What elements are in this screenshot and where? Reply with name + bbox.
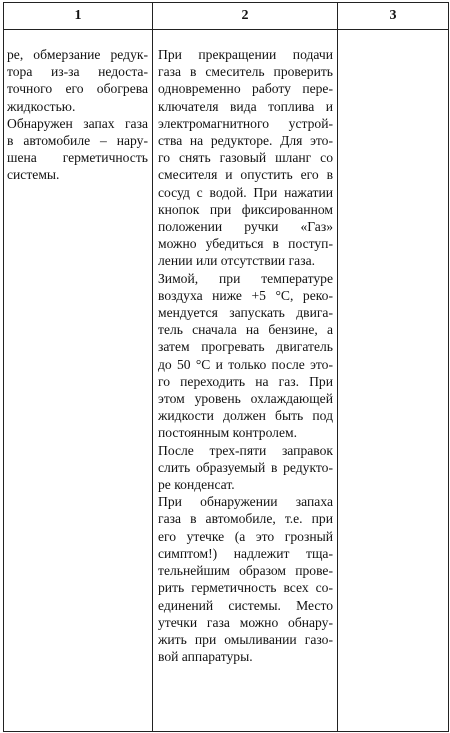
text-line: в автомобиле – нару- — [7, 133, 148, 149]
instruction-table — [3, 2, 449, 732]
text-line: рить герметичность всех со- — [158, 580, 333, 596]
text-line: лении или отсутствии газа. — [158, 253, 316, 269]
text-line: ключателя вида топлива и — [158, 98, 333, 114]
text-line: слить образуемый в редукто- — [158, 459, 333, 475]
text-line: системы. — [7, 167, 60, 183]
text-line: Зимой, при температуре — [158, 270, 333, 286]
text-line: газа в автомобиле, т.е. при — [158, 511, 333, 527]
column-header-3: 3 — [338, 3, 449, 30]
text-line: После трех-пяти заправок — [158, 442, 333, 458]
text-line: жидкости должен быть под — [158, 408, 333, 424]
text-line: жидкостью. — [7, 98, 76, 114]
text-line: При обнаружении запаха — [158, 494, 333, 510]
cell-malfunction — [4, 30, 153, 732]
text-line: При прекращении подачи — [158, 47, 333, 62]
text-line: ре конденсат. — [158, 477, 235, 493]
header-row — [4, 3, 449, 30]
text-line: его утечке (а это грозный — [158, 528, 333, 544]
text-line: одновременно работу пере- — [158, 81, 333, 97]
text-line: смесителя и опустить его в — [158, 167, 333, 183]
text-line: воздуха ниже +5 °С, реко- — [158, 287, 333, 303]
text-line: сосуд с водой. При нажатии — [158, 184, 333, 200]
text-line: утечки газа можно обнару- — [158, 614, 333, 630]
text-line: го снять газовый шланг со — [158, 150, 333, 166]
text-line: до 50 °С и только после это- — [158, 356, 333, 372]
text-line: затем прогревать двигатель — [158, 339, 333, 355]
text-line: единений системы. Место — [158, 597, 333, 613]
text-line: электромагнитного устрой- — [158, 115, 333, 131]
text-line: шена герметичность — [7, 150, 148, 166]
text-line: этом уровень охлаждающей — [158, 391, 333, 407]
text-line: ства на редукторе. Для это- — [158, 133, 333, 149]
text-line: можно убедиться в поступ- — [158, 236, 333, 252]
notes-text — [338, 30, 448, 46]
text-line: положении ручки «Газ» — [158, 219, 333, 235]
text-line: газа в смеситель проверить — [158, 64, 333, 80]
text-line: точного его обогрева — [7, 81, 148, 97]
text-line: мендуется запускать двига- — [158, 305, 333, 321]
cell-remedy — [153, 30, 338, 732]
cell-notes — [338, 30, 449, 732]
text-line: тельнейшим образом прове- — [158, 563, 333, 579]
text-line: симптом!) надлежит тща- — [158, 545, 333, 561]
column-header-1: 1 — [4, 3, 153, 30]
text-line: тель сначала на бензине, а — [158, 322, 333, 338]
text-line: го переходить на газ. При — [158, 373, 333, 389]
text-line: вой аппаратуры. — [158, 649, 253, 665]
body-row — [4, 30, 449, 732]
malfunction-text — [4, 30, 152, 184]
text-line: кнопок при фиксированном — [158, 201, 333, 217]
text-line: жить при омыливании газо- — [158, 631, 333, 647]
text-line: постоянным контролем. — [158, 425, 298, 441]
text-line: ре, обмерзание редук- — [7, 47, 148, 62]
column-header-2: 2 — [153, 3, 338, 30]
remedy-text — [153, 30, 337, 665]
text-line: Обнаружен запах газа — [7, 115, 148, 131]
text-line: тора из-за недоста- — [7, 64, 148, 80]
